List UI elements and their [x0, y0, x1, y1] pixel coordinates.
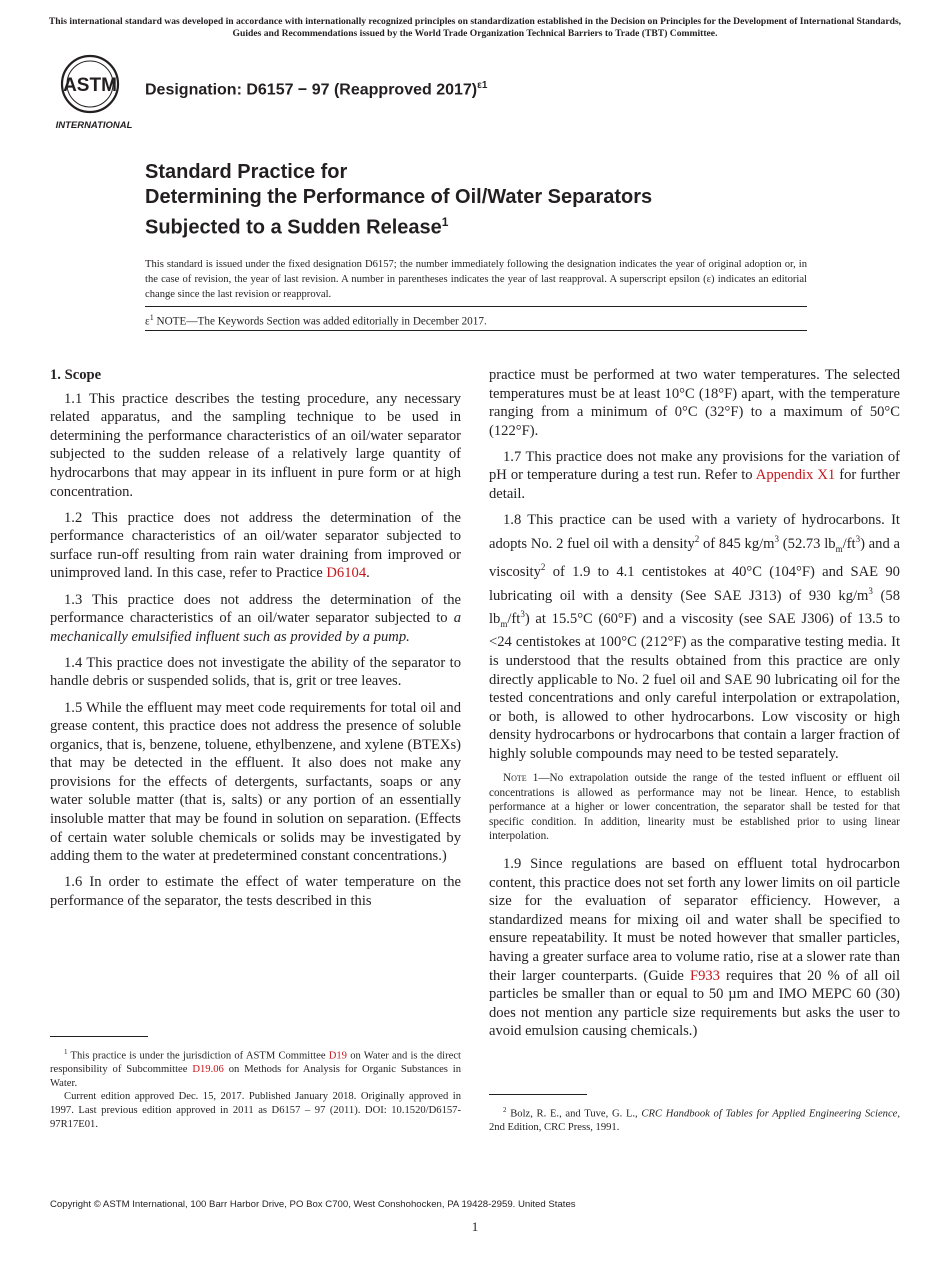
- epsilon-sup: 1: [149, 313, 154, 322]
- link-d19[interactable]: D19: [328, 1050, 347, 1062]
- footnote-1-para-2: Current edition approved Dec. 15, 2017. Published January 2018. Originally approved in 1997. Last previous edition approved in 2011 as D6157 – 97 (2011). DOI: 10.1520/D6157-97R17E01.: [50, 1091, 461, 1130]
- epsilon-mark: ε: [145, 315, 150, 328]
- paragraph-1-7-end: for further detail.: [489, 467, 900, 503]
- p18-f: of 1.9 to 4.1 centistokes at 40°C (104°F) and SAE 90 lubricating oil with a density (See SAE J313) of 930 kg/m: [489, 563, 900, 604]
- astm-logo: [52, 54, 136, 132]
- editorial-note-text: NOTE—The Keywords Section was added editorially in December 2017.: [156, 315, 487, 328]
- sup-3: 3: [774, 533, 780, 544]
- paragraph-1-4: 1.4 This practice does not investigate the ability of the separator to handle debris or suspended solids, that is, grit or tree leaves.: [50, 654, 461, 690]
- designation-superscript: ε1: [477, 80, 488, 91]
- title-line-3: [145, 210, 845, 241]
- footnote-2-mark: 2: [503, 1106, 507, 1114]
- link-d19-06[interactable]: D19.06: [192, 1064, 224, 1076]
- paragraph-1-6-continued: practice must be performed at two water temperatures. The selected temperatures must be at least 10°C (18°F) apart, with the temperature ranging from a minimum of 0°C (32°F) to a maximum of 50°C (122°F).: [489, 367, 900, 439]
- paragraph-1-7: [489, 448, 900, 504]
- footnote-1-c: on Methods for Analysis for Organic Substances in Water.: [50, 1064, 462, 1089]
- sup-3: 3: [868, 585, 873, 596]
- note-1-text: —No extrapolation outside the range of the tested influent or effluent oil concentrations is allowed as performance may not be linear. Hence, to establish performance at a higher or lower concentration, the separator shall be tested for that specific condition. In addition, linearity must be established prior to using linear interpolation.: [489, 772, 900, 843]
- preamble: This standard is issued under the fixed designation D6157; the number immediately following the designation indicates the year of original adoption or, in the case of revision, the year of last revision. A number in parentheses indicates the year of last reapproval. A superscript epsilon (ε) indicates an editorial change since the last revision or reapproval.: [145, 259, 807, 300]
- paragraph-1-1: 1.1 This practice describes the testing procedure, any necessary related apparatus, and the sampling technique to be used in determining the performance characteristics of an oil/water separator subjected to the sudden release of a relatively large quantity of hydrocarbons that may appear in its influent in pure form or at high concentration.: [50, 390, 461, 500]
- footnote-1-a: This practice is under the jurisdiction of ASTM Committee: [70, 1050, 326, 1062]
- title-footnote-mark: 1: [441, 215, 449, 229]
- paragraph-1-8: [489, 511, 900, 763]
- footnote-1-mark: 1: [64, 1048, 68, 1056]
- logo-caption: INTERNATIONAL: [55, 120, 133, 131]
- footnote-2-b: 2nd Edition, CRC Press, 1991.: [489, 1122, 620, 1134]
- note-1-label: Note 1: [503, 772, 539, 785]
- paragraph-1-9-end: requires that 20 % of all oil particles be smaller than or equal to 50 µm and IMO MEPC 60 (30) does not mention any particle size requirements but asks the user to avoid emulsion causing chemicals.): [489, 967, 900, 1040]
- sub-m: m: [500, 618, 508, 629]
- right-column: [489, 366, 900, 1048]
- title-line-1: Standard Practice for: [145, 161, 348, 183]
- p18-h: /ft: [507, 610, 521, 627]
- designation: [145, 80, 487, 99]
- p18-g: (58 lb: [489, 587, 900, 627]
- paragraph-1-9: [489, 855, 900, 1041]
- astm-logo-icon: [52, 54, 136, 132]
- title-line-2: Determining the Performance of Oil/Water Separators: [145, 186, 653, 208]
- footnote-2-a: Bolz, R. E., and Tuve, G. L.,: [510, 1108, 638, 1120]
- p18-b: of 845 kg/m: [703, 535, 775, 552]
- link-appendix-x1[interactable]: Appendix X1: [755, 467, 836, 484]
- paragraph-1-3-italic: a mechanically emulsified influent such as provided by a pump.: [50, 610, 461, 645]
- p18-c: (52.73 lb: [782, 535, 836, 552]
- paragraph-1-9-text: 1.9 Since regulations are based on effluent total hydrocarbon content, this practice does not set forth any lower limits on oil particle size for the evaluation of separator efficiency. However, a standardized means for mixing oil and water shall be specified to ensure repeatability. It must be noted however that smaller particles, having a greater surface area to volume ratio, rise at a slower rate than their larger counterparts. (Guide: [489, 856, 900, 984]
- footnote-2: [489, 1104, 900, 1135]
- designation-text: Designation: D6157 − 97 (Reapproved 2017): [145, 81, 478, 99]
- footnote-2-para: [489, 1104, 900, 1135]
- paragraph-1-7-text: 1.7 This practice does not make any provisions for the variation of pH or temperature during a test run. Refer to: [489, 448, 900, 484]
- editorial-note: [145, 313, 487, 328]
- paragraph-1-5: 1.5 While the effluent may meet code requirements for total oil and grease content, this practice does not address the presence of soluble organics, that is, benzene, toluene, ethylbenzene, and xylene (BTEXs) that may be detected in the effluent. It also does not make any provisions for the effects of detergents, surfactants, soaps or any water soluble matter (that is, salts) or any portion of an essentially insoluble matter that may be found in solution on separation. (Effects of certain water soluble chemicals or solids may be investigated by adding them to the water at predetermined constant concentrations.): [50, 699, 461, 865]
- p18-e: ) and a viscosity: [489, 535, 900, 580]
- logo-letters: ASTM: [63, 75, 117, 96]
- copyright: Copyright © ASTM International, 100 Barr Harbor Drive, PO Box C700, West Conshohocken, PA 19428-2959. United States: [50, 1199, 576, 1210]
- link-f933[interactable]: F933: [689, 967, 720, 984]
- paragraph-1-6: 1.6 In order to estimate the effect of water temperature on the performance of the separator, the tests described in this: [50, 874, 461, 909]
- title-line-3-text: Subjected to a Sudden Release: [145, 216, 442, 239]
- page-title: [145, 160, 845, 241]
- p18-a: 1.8 This practice can be used with a variety of hydrocarbons. It adopts No. 2 fuel oil with a density: [489, 512, 900, 552]
- paragraph-1-3-text: 1.3 This practice does not address the determination of the performance characteristics of an oil/water separator subjected to: [50, 591, 461, 627]
- p18-d: /ft: [842, 535, 856, 552]
- left-column: [50, 366, 461, 918]
- paragraph-1-3: [50, 591, 461, 647]
- link-d6104[interactable]: D6104: [326, 565, 367, 582]
- footnote-divider: [50, 1036, 148, 1037]
- sup-3: 3: [520, 609, 525, 620]
- period: .: [366, 565, 370, 582]
- note-1: [489, 771, 900, 844]
- footnote-2-italic: CRC Handbook of Tables for Applied Engineering Science,: [641, 1108, 901, 1120]
- sup-3: 3: [855, 533, 861, 544]
- sub-m: m: [835, 543, 843, 554]
- divider: [145, 330, 807, 331]
- footnote-1-para-1: [50, 1046, 461, 1090]
- footnote-ref-2: 2: [694, 533, 700, 544]
- footnote-ref-2: 2: [540, 562, 546, 573]
- footnote-1-b: on Water and is the direct responsibility of Subcommittee: [50, 1050, 461, 1076]
- paragraph-1-2-text: 1.2 This practice does not address the determination of the performance characteristics of an oil/water separator subjected to surface run-off resulting from rain water draining from improved or unimproved land. In this case, refer to Practice: [50, 509, 461, 582]
- p18-i: ) at 15.5°C (60°F) and a viscosity (see SAE J306) of 13.5 to <24 centistokes at 100°C (212°F) as the comparative testing media. It is understood that the results obtained from this practice are only directly applicable to No. 2 fuel oil and SAE 90 lubricating oil for the tested concentrations and only careful interpolation or extrapolation, or both, is allowed to other hydrocarbons. Low viscosity or high density hydrocarbons or hydrocarbons that contain a larger fraction of highly soluble compounds may need to be tested separately.: [489, 610, 900, 762]
- footnote-divider: [489, 1094, 587, 1095]
- page-number: 1: [471, 1219, 479, 1234]
- footnote-1: [50, 1046, 461, 1131]
- section-heading: 1. Scope: [50, 367, 102, 383]
- paragraph-1-2: [50, 509, 461, 583]
- top-notice: This international standard was developed in accordance with internationally recognized principles on standardization established in the Decision on Principles for the Development of International Standards, Guides and Recommendations issued by the World Trade Organization Technical Barriers to Trade (TBT) Committee.: [48, 16, 902, 39]
- divider: [145, 306, 807, 307]
